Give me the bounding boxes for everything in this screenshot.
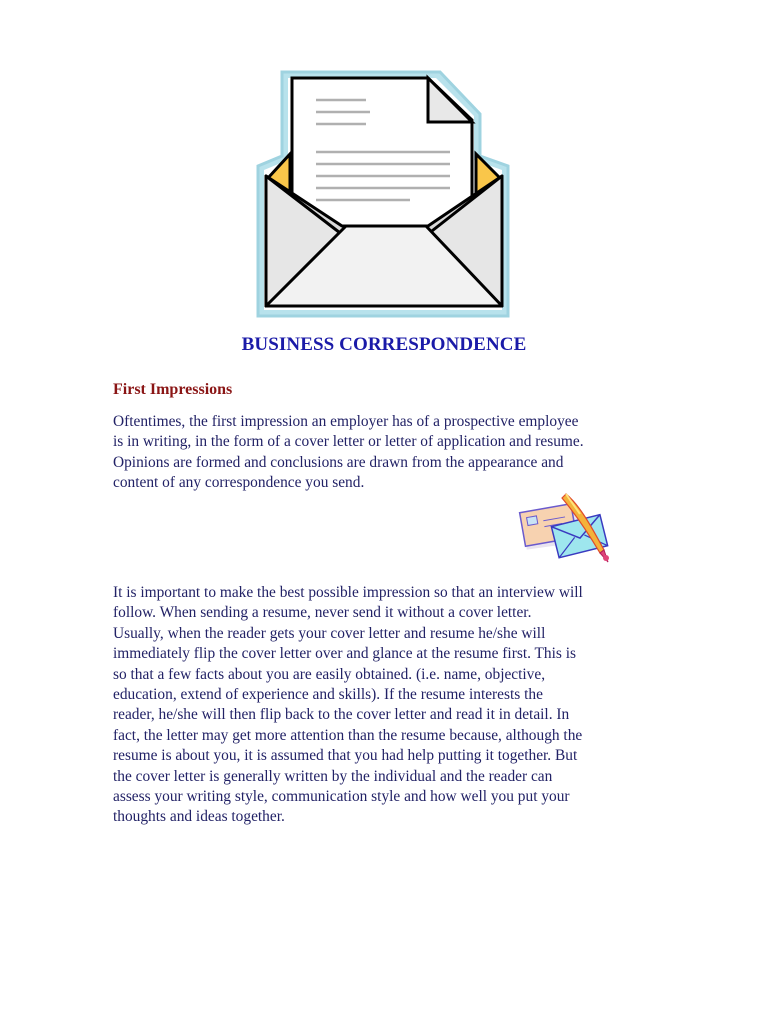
paragraph-line: Opinions are formed and conclusions are drawn from the appearance and (113, 453, 564, 471)
paragraph-line: It is important to make the best possible impression so that an interview will (113, 584, 583, 601)
paragraph-line: thoughts and ideas together. (113, 808, 285, 826)
paragraph-line: content of any correspondence you send. (113, 474, 365, 492)
paragraph-line: immediately flip the cover letter over and glance at the resume first. This is (113, 645, 576, 663)
paragraph-line: resume is about you, it is assumed that you had help putting it together. But (113, 747, 578, 765)
paragraph-2 (113, 583, 653, 828)
section-heading: First Impressions (113, 381, 233, 398)
paragraph-line: education, extend of experience and skills). If the resume interests the (113, 686, 543, 704)
paragraph-line: so that a few facts about you are easily obtained. (i.e. name, objective, (113, 665, 546, 683)
paragraph-line: Usually, when the reader gets your cover letter and resume he/she will (113, 624, 546, 642)
paragraph-1 (113, 412, 653, 494)
paragraph-line: reader, he/she will then flip back to the cover letter and read it in detail. In (113, 706, 570, 724)
open-envelope-with-letter-icon (250, 66, 520, 318)
paragraph-line: fact, the letter may get more attention than the resume because, although the (113, 726, 583, 744)
paragraph-line: assess your writing style, communication style and how well you put your (113, 788, 570, 806)
paragraph-line: Oftentimes, the first impression an employer has of a prospective employee (113, 413, 579, 430)
page-title: BUSINESS CORRESPONDENCE (241, 334, 527, 355)
paragraph-line: follow. When sending a resume, never send it without a cover letter. (113, 604, 532, 622)
paragraph-line: the cover letter is generally written by the individual and the reader can (113, 767, 553, 785)
paragraph-line: is in writing, in the form of a cover letter or letter of application and resume. (113, 433, 584, 451)
envelope-with-pen-icon (518, 490, 614, 566)
